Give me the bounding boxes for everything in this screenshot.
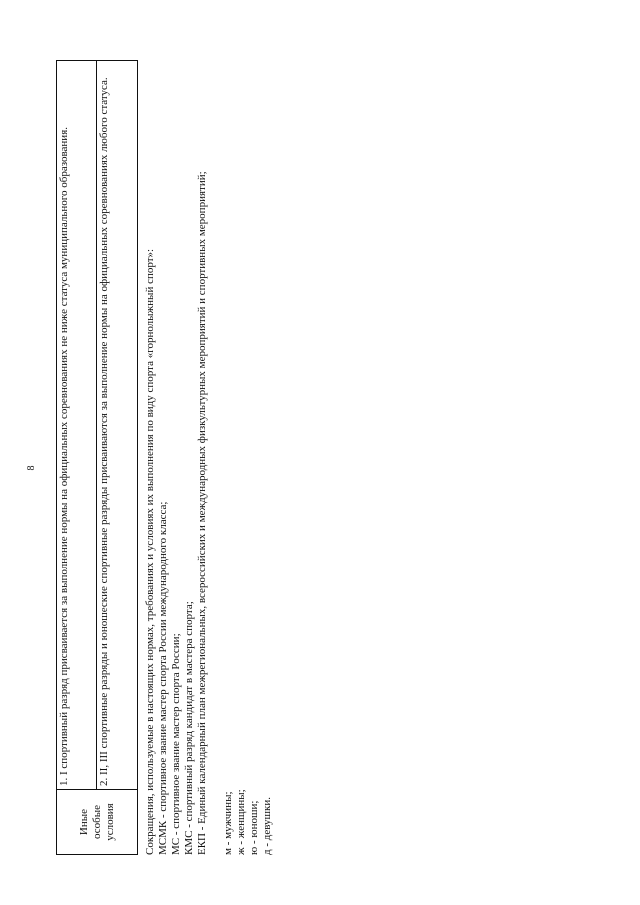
page-number: 8: [26, 465, 37, 471]
abbr-item-msmk: МСМК - спортивное звание мастер спорта России международного класса;: [157, 501, 169, 855]
abbr-short-yu: ю - юноши;: [248, 800, 260, 855]
abbr-short-d: д - девушки.: [261, 796, 273, 855]
table-row-2-text: 2. II, III спортивные разряды и юношеские спортивные разряды присваиваются за выполнение нормы на официальных соревнованиях любого статуса.: [97, 61, 138, 790]
table-row-1-text: 1. I спортивный разряд присваивается за выполнение нормы на официальных соревнованиях не ниже статуса муниципального образования.: [57, 61, 97, 790]
abbr-item-kms: КМС - спортивный разряд кандидат в мастера спорта;: [183, 601, 195, 855]
abbr-gap: [209, 60, 222, 855]
table-row: [57, 61, 97, 855]
abbreviations-intro: Сокращения, используемые в настоящих нормах, требованиях и условиях их выполнения по виду спорта «горнолыжный спорт»:: [144, 248, 156, 855]
abbreviations-block: [144, 60, 274, 855]
conditions-table: [56, 60, 138, 855]
table-row: [97, 61, 138, 855]
table-left-header: Иные особые условия: [57, 790, 138, 855]
abbr-item-ekp: ЕКП - Единый календарный план межрегиональных, всероссийских и международных физкультурных мероприятий и спортивных мероприятий;: [196, 171, 208, 855]
abbr-short-m: м - мужчины;: [222, 791, 234, 855]
abbr-item-ms: МС - спортивное звание мастер спорта России;: [170, 633, 182, 855]
rotated-content: [56, 60, 316, 855]
abbr-short-zh: ж - женщины;: [235, 789, 247, 855]
